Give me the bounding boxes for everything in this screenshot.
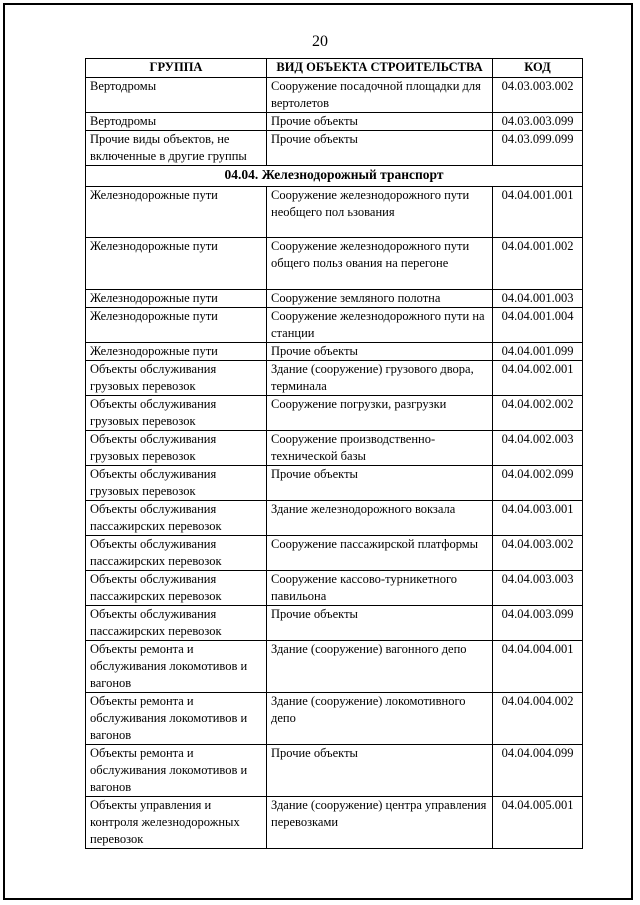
cell-type: Здание (сооружение) вагонного депо bbox=[267, 641, 493, 693]
cell-group: Объекты ремонта и обслуживания локомотивов и вагонов bbox=[86, 693, 267, 745]
cell-type: Здание (сооружение) грузового двора, терминала bbox=[267, 361, 493, 396]
page-number: 20 bbox=[312, 33, 328, 50]
cell-code: 04.03.003.099 bbox=[493, 113, 583, 131]
cell-group: Объекты обслуживания грузовых перевозок bbox=[86, 431, 267, 466]
cell-code: 04.04.003.002 bbox=[493, 536, 583, 571]
cell-code: 04.04.001.001 bbox=[493, 187, 583, 238]
table-row bbox=[86, 308, 583, 343]
cell-group: Объекты обслуживания пассажирских перевозок bbox=[86, 536, 267, 571]
cell-group: Железнодорожные пути bbox=[86, 308, 267, 343]
cell-group: Вертодромы bbox=[86, 78, 267, 113]
cell-group: Объекты ремонта и обслуживания локомотивов и вагонов bbox=[86, 745, 267, 797]
table-row bbox=[86, 238, 583, 290]
cell-type: Здание (сооружение) центра управления перевозками bbox=[267, 797, 493, 849]
table-row bbox=[86, 187, 583, 238]
table-row bbox=[86, 113, 583, 131]
table-row bbox=[86, 536, 583, 571]
cell-type: Сооружение железнодорожного пути необщего пол ьзования bbox=[267, 187, 493, 238]
table-row bbox=[86, 78, 583, 113]
cell-type: Прочие объекты bbox=[267, 343, 493, 361]
table-row bbox=[86, 797, 583, 849]
cell-code: 04.03.099.099 bbox=[493, 131, 583, 166]
cell-code: 04.04.003.003 bbox=[493, 571, 583, 606]
cell-group: Железнодорожные пути bbox=[86, 290, 267, 308]
cell-code: 04.04.002.001 bbox=[493, 361, 583, 396]
table-row bbox=[86, 693, 583, 745]
cell-code: 04.04.001.099 bbox=[493, 343, 583, 361]
table-row bbox=[86, 431, 583, 466]
table-row bbox=[86, 745, 583, 797]
table-row bbox=[86, 466, 583, 501]
section-row bbox=[86, 166, 583, 187]
cell-group: Объекты обслуживания пассажирских перевозок bbox=[86, 501, 267, 536]
cell-type: Сооружение железнодорожного пути общего польз ования на перегоне bbox=[267, 238, 493, 290]
table-row bbox=[86, 361, 583, 396]
cell-group: Объекты обслуживания грузовых перевозок bbox=[86, 396, 267, 431]
cell-code: 04.04.004.099 bbox=[493, 745, 583, 797]
cell-code: 04.04.002.099 bbox=[493, 466, 583, 501]
table-row bbox=[86, 290, 583, 308]
cell-type: Прочие объекты bbox=[267, 606, 493, 641]
cell-code: 04.04.004.001 bbox=[493, 641, 583, 693]
cell-code: 04.04.001.002 bbox=[493, 238, 583, 290]
cell-group: Объекты обслуживания пассажирских перевозок bbox=[86, 606, 267, 641]
cell-group: Вертодромы bbox=[86, 113, 267, 131]
cell-type: Сооружение погрузки, разгрузки bbox=[267, 396, 493, 431]
cell-type: Прочие объекты bbox=[267, 466, 493, 501]
table-row bbox=[86, 571, 583, 606]
cell-type: Сооружение пассажирской платформы bbox=[267, 536, 493, 571]
cell-type: Прочие объекты bbox=[267, 745, 493, 797]
table-body-bottom bbox=[86, 187, 583, 849]
cell-group: Объекты управления и контроля железнодорожных перевозок bbox=[86, 797, 267, 849]
cell-type: Здание (сооружение) локомотивного депо bbox=[267, 693, 493, 745]
table-row bbox=[86, 396, 583, 431]
cell-code: 04.03.003.002 bbox=[493, 78, 583, 113]
header-code: КОД bbox=[493, 59, 583, 78]
header-group: ГРУППА bbox=[86, 59, 267, 78]
cell-group: Железнодорожные пути bbox=[86, 238, 267, 290]
cell-code: 04.04.004.002 bbox=[493, 693, 583, 745]
cell-type: Сооружение посадочной площадки для вертолетов bbox=[267, 78, 493, 113]
table-header-row bbox=[86, 59, 583, 78]
cell-type: Сооружение земляного полотна bbox=[267, 290, 493, 308]
cell-group: Объекты обслуживания пассажирских перевозок bbox=[86, 571, 267, 606]
cell-code: 04.04.002.002 bbox=[493, 396, 583, 431]
table-body-top bbox=[86, 78, 583, 166]
cell-group: Объекты ремонта и обслуживания локомотивов и вагонов bbox=[86, 641, 267, 693]
table-row bbox=[86, 501, 583, 536]
cell-code: 04.04.001.003 bbox=[493, 290, 583, 308]
table-row bbox=[86, 131, 583, 166]
table-row bbox=[86, 606, 583, 641]
cell-code: 04.04.003.099 bbox=[493, 606, 583, 641]
classification-table bbox=[85, 58, 583, 849]
cell-code: 04.04.001.004 bbox=[493, 308, 583, 343]
cell-group: Прочие виды объектов, не включенные в другие группы bbox=[86, 131, 267, 166]
cell-code: 04.04.003.001 bbox=[493, 501, 583, 536]
cell-group: Железнодорожные пути bbox=[86, 187, 267, 238]
cell-type: Сооружение кассово-турникетного павильона bbox=[267, 571, 493, 606]
cell-type: Сооружение производственно-технической базы bbox=[267, 431, 493, 466]
cell-group: Объекты обслуживания грузовых перевозок bbox=[86, 466, 267, 501]
section-title: 04.04. Железнодорожный транспорт bbox=[86, 166, 583, 187]
cell-type: Прочие объекты bbox=[267, 113, 493, 131]
header-type: ВИД ОБЪЕКТА СТРОИТЕЛЬСТВА bbox=[267, 59, 493, 78]
cell-type: Прочие объекты bbox=[267, 131, 493, 166]
cell-type: Сооружение железнодорожного пути на станции bbox=[267, 308, 493, 343]
table-row bbox=[86, 343, 583, 361]
cell-group: Железнодорожные пути bbox=[86, 343, 267, 361]
cell-type: Здание железнодорожного вокзала bbox=[267, 501, 493, 536]
cell-group: Объекты обслуживания грузовых перевозок bbox=[86, 361, 267, 396]
table-row bbox=[86, 641, 583, 693]
cell-code: 04.04.005.001 bbox=[493, 797, 583, 849]
cell-code: 04.04.002.003 bbox=[493, 431, 583, 466]
